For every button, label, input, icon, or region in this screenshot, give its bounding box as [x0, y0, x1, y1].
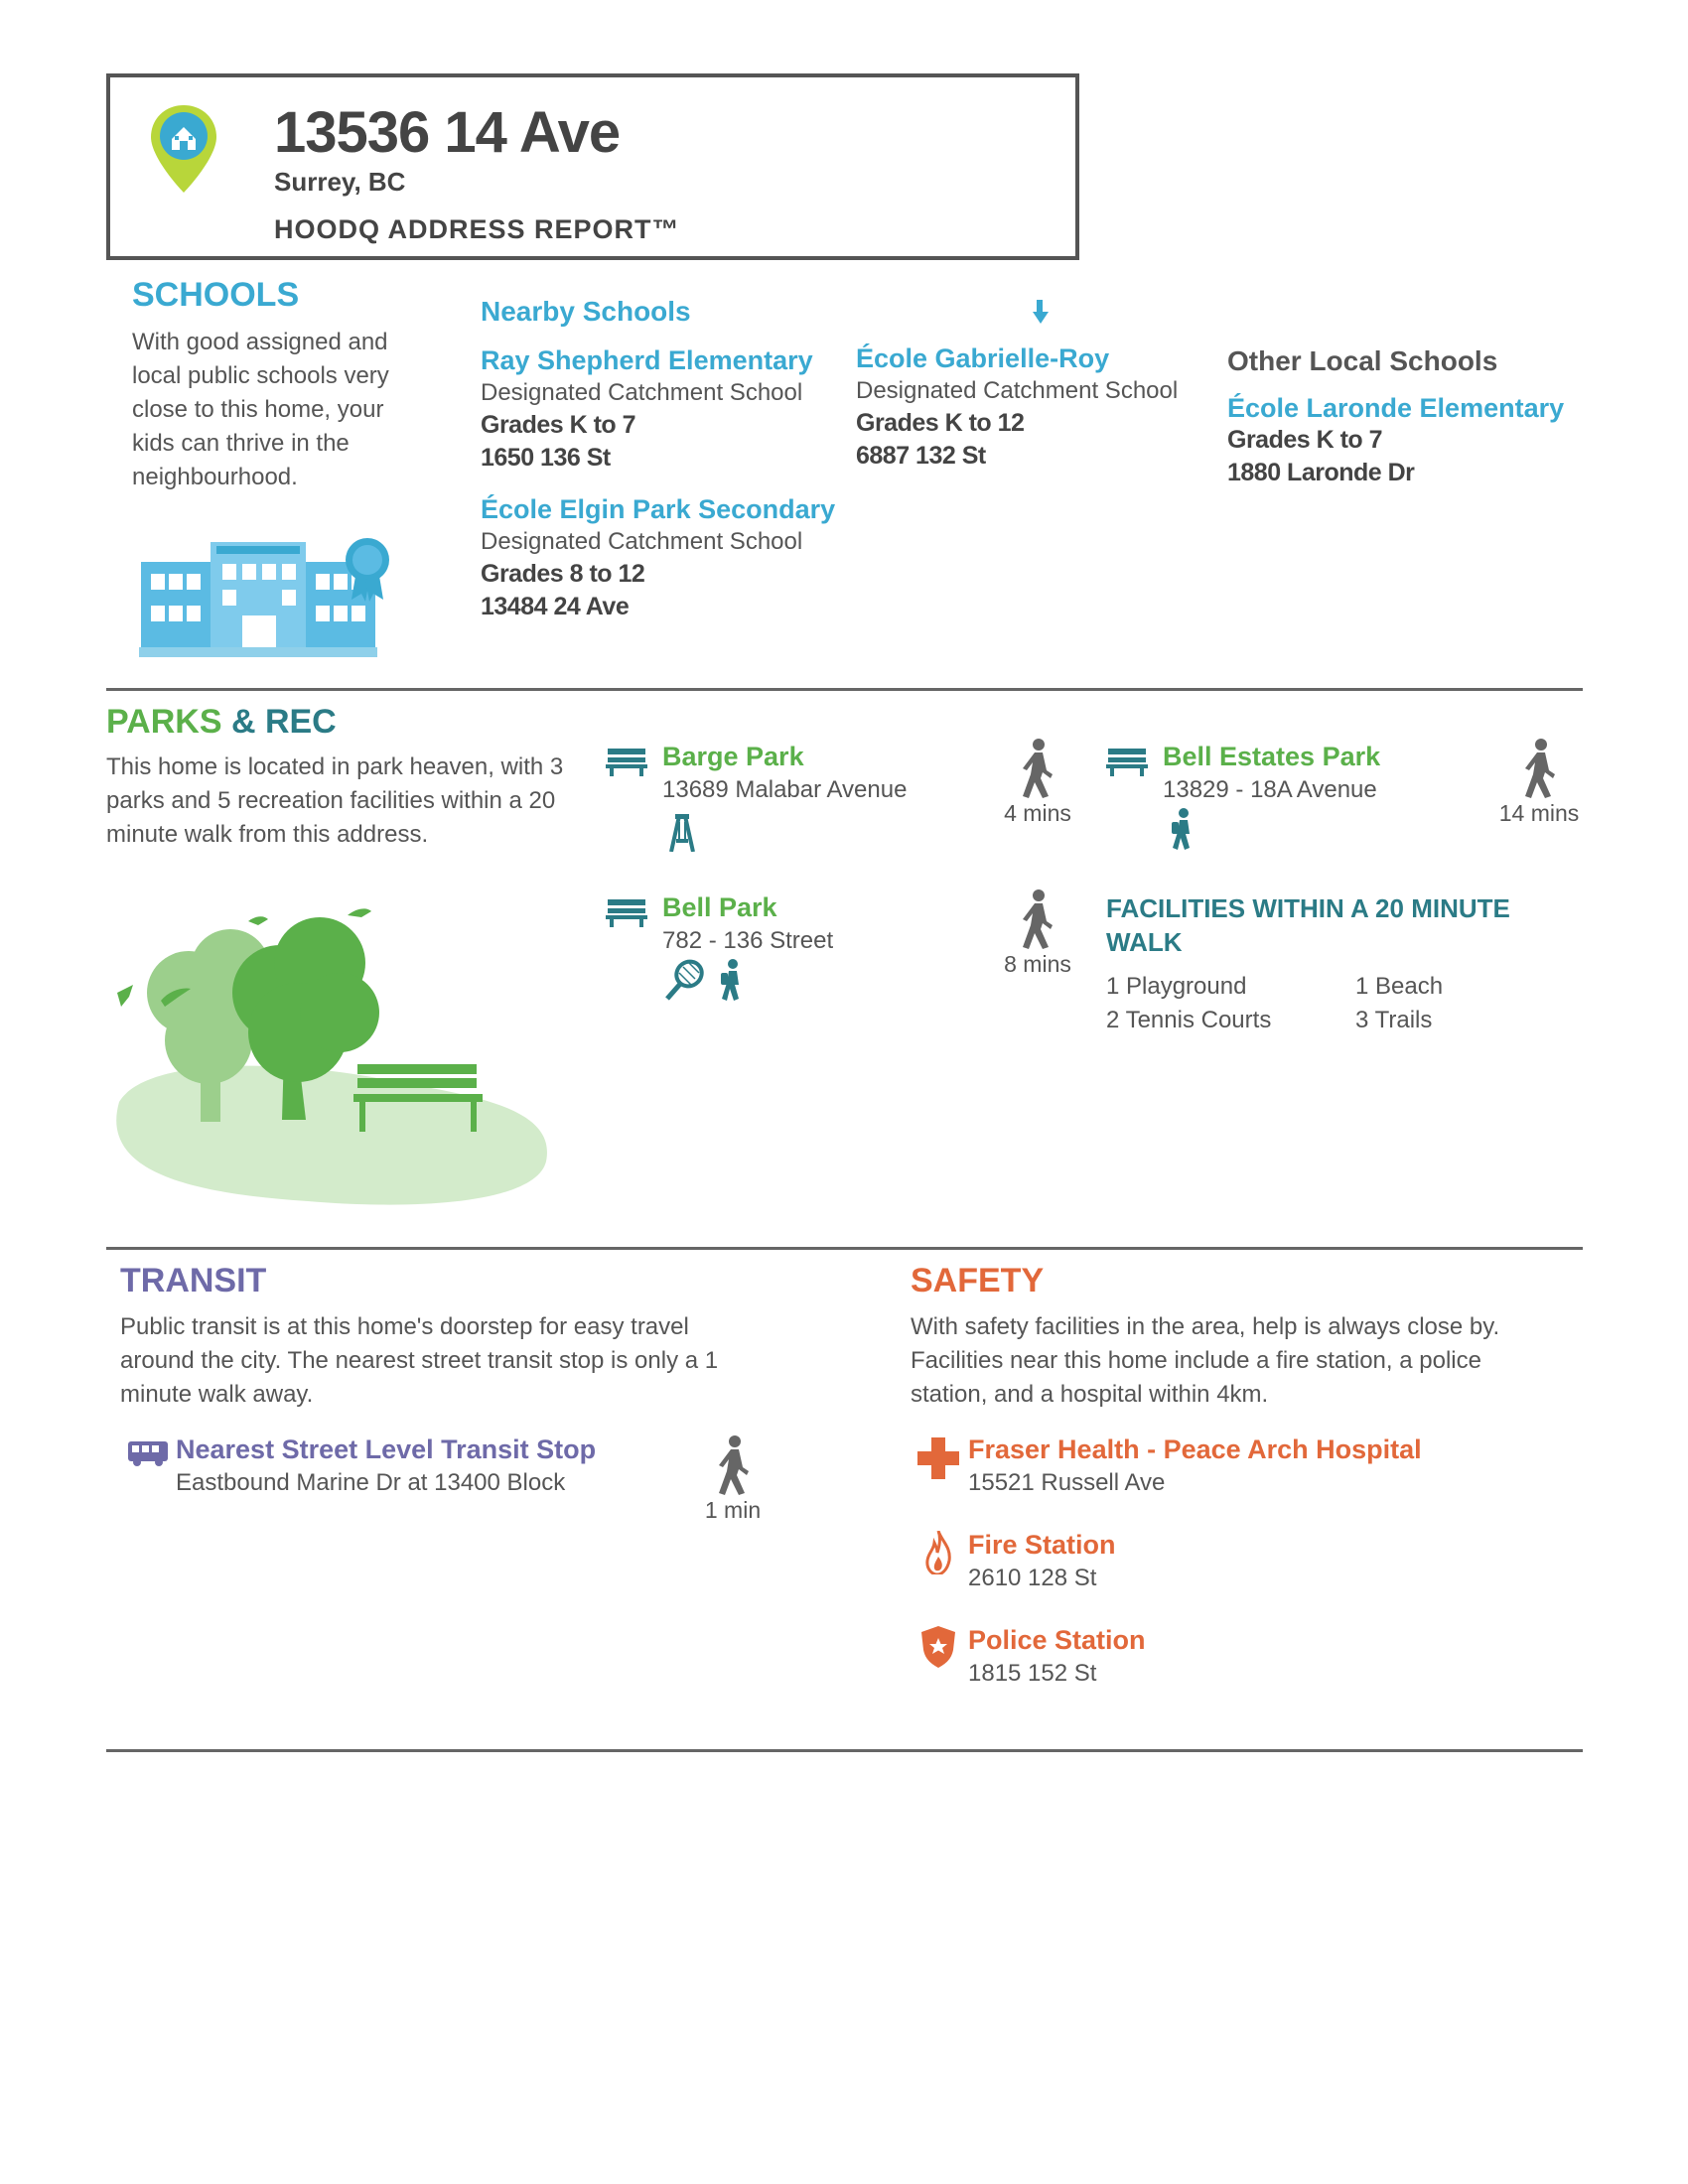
playground-swing-icon [665, 812, 699, 852]
school-card [1227, 393, 1564, 489]
school-grades: Grades K to 12 [856, 409, 1025, 437]
facility-item: 1 Beach [1355, 973, 1444, 1000]
fire-flame-icon [925, 1531, 951, 1574]
transit-stop-address: Eastbound Marine Dr at 13400 Block [176, 1469, 566, 1496]
nearby-schools-heading: Nearby Schools [481, 296, 691, 327]
park-address: 782 - 136 Street [662, 927, 834, 954]
safety-description: With safety facilities in the area, help is always close by. Facilities near this home include a fire station, a police station, and a hospital within 4km. [911, 1313, 1500, 1408]
walking-person-icon [1521, 739, 1557, 798]
school-card [481, 345, 813, 475]
safety-facility-address: 1815 152 St [968, 1660, 1097, 1687]
facilities-heading [1106, 891, 1510, 959]
hiking-trail-icon [719, 959, 745, 1001]
transit-stop-label[interactable]: Nearest Street Level Transit Stop [176, 1434, 597, 1464]
section-divider [106, 1247, 1583, 1250]
walking-person-icon [1019, 739, 1055, 798]
hiking-trail-icon [1170, 808, 1196, 850]
school-name[interactable]: École Gabrielle-Roy [856, 343, 1110, 373]
schools-description: With good assigned and local public schools very close to this home, your kids can thrive in the neighbourhood. [132, 329, 389, 490]
safety-facility-name[interactable]: Fraser Health - Peace Arch Hospital [968, 1434, 1422, 1464]
arrow-down-icon [1031, 298, 1051, 326]
park-name[interactable]: Bell Park [662, 892, 777, 922]
school-card [856, 343, 1178, 473]
park-name[interactable]: Barge Park [662, 742, 804, 771]
school-grades: Grades K to 7 [1227, 426, 1383, 454]
facilities-heading-line: WALK [1106, 927, 1183, 957]
school-grades: Grades K to 7 [481, 411, 636, 439]
school-type: Designated Catchment School [481, 379, 803, 406]
school-type: Designated Catchment School [856, 377, 1179, 404]
walk-time: 1 min [704, 1497, 762, 1523]
school-address: 1650 136 St [481, 444, 611, 472]
rec-title-part: & REC [230, 703, 337, 741]
park-address: 13689 Malabar Avenue [662, 776, 908, 803]
school-grades: Grades 8 to 12 [481, 560, 645, 588]
home-location-pin-icon [149, 103, 218, 195]
police-shield-icon [921, 1626, 955, 1668]
school-address: 1880 Laronde Dr [1227, 459, 1415, 486]
school-card [481, 494, 835, 623]
parks-description: This home is located in park heaven, with 3 parks and 5 recreation facilities within a 20 minute walk from this address. [106, 753, 564, 848]
facility-item: 2 Tennis Courts [1106, 1007, 1272, 1033]
parks-title-part: PARKS [106, 703, 222, 741]
facilities-heading-line: FACILITIES WITHIN A 20 MINUTE [1106, 893, 1510, 923]
facility-item: 3 Trails [1355, 1007, 1433, 1033]
school-building-icon [137, 532, 395, 659]
parks-section-title [106, 703, 337, 742]
facility-item: 1 Playground [1106, 973, 1247, 1000]
other-schools-heading: Other Local Schools [1227, 345, 1498, 376]
school-name[interactable]: École Elgin Park Secondary [481, 494, 836, 524]
section-divider [106, 688, 1583, 691]
walk-time: 14 mins [1498, 800, 1580, 826]
park-address: 13829 - 18A Avenue [1163, 776, 1377, 803]
walking-person-icon [715, 1435, 751, 1495]
safety-facility-name[interactable]: Police Station [968, 1625, 1146, 1655]
safety-facility-address: 15521 Russell Ave [968, 1469, 1166, 1496]
school-name[interactable]: École Laronde Elementary [1227, 393, 1565, 423]
park-bench-icon [606, 747, 647, 776]
section-divider [106, 1749, 1583, 1752]
walk-time: 4 mins [1004, 800, 1071, 826]
safety-facility-name[interactable]: Fire Station [968, 1530, 1116, 1560]
school-type: Designated Catchment School [481, 528, 803, 555]
bus-icon [127, 1439, 169, 1467]
schools-section-title: SCHOOLS [132, 276, 300, 314]
walking-person-icon [1019, 889, 1055, 949]
park-name[interactable]: Bell Estates Park [1163, 742, 1381, 771]
school-address: 13484 24 Ave [481, 593, 630, 620]
school-address: 6887 132 St [856, 442, 986, 470]
property-city: Surrey, BC [274, 167, 406, 197]
report-title: HOODQ ADDRESS REPORT™ [274, 214, 680, 244]
tennis-racket-icon [663, 959, 705, 1001]
safety-section-title: SAFETY [911, 1262, 1045, 1299]
safety-facility-address: 2610 128 St [968, 1565, 1097, 1591]
walk-time: 8 mins [1004, 951, 1071, 977]
park-trees-illustration [109, 874, 556, 1211]
park-bench-icon [1106, 747, 1148, 776]
hospital-cross-icon [917, 1437, 959, 1479]
transit-section-title: TRANSIT [120, 1262, 267, 1299]
park-bench-icon [606, 897, 647, 927]
transit-description: Public transit is at this home's doorstep for easy travel around the city. The nearest street transit stop is only a 1 minute walk away. [120, 1313, 719, 1408]
property-address: 13536 14 Ave [274, 100, 621, 165]
school-name[interactable]: Ray Shepherd Elementary [481, 345, 813, 375]
